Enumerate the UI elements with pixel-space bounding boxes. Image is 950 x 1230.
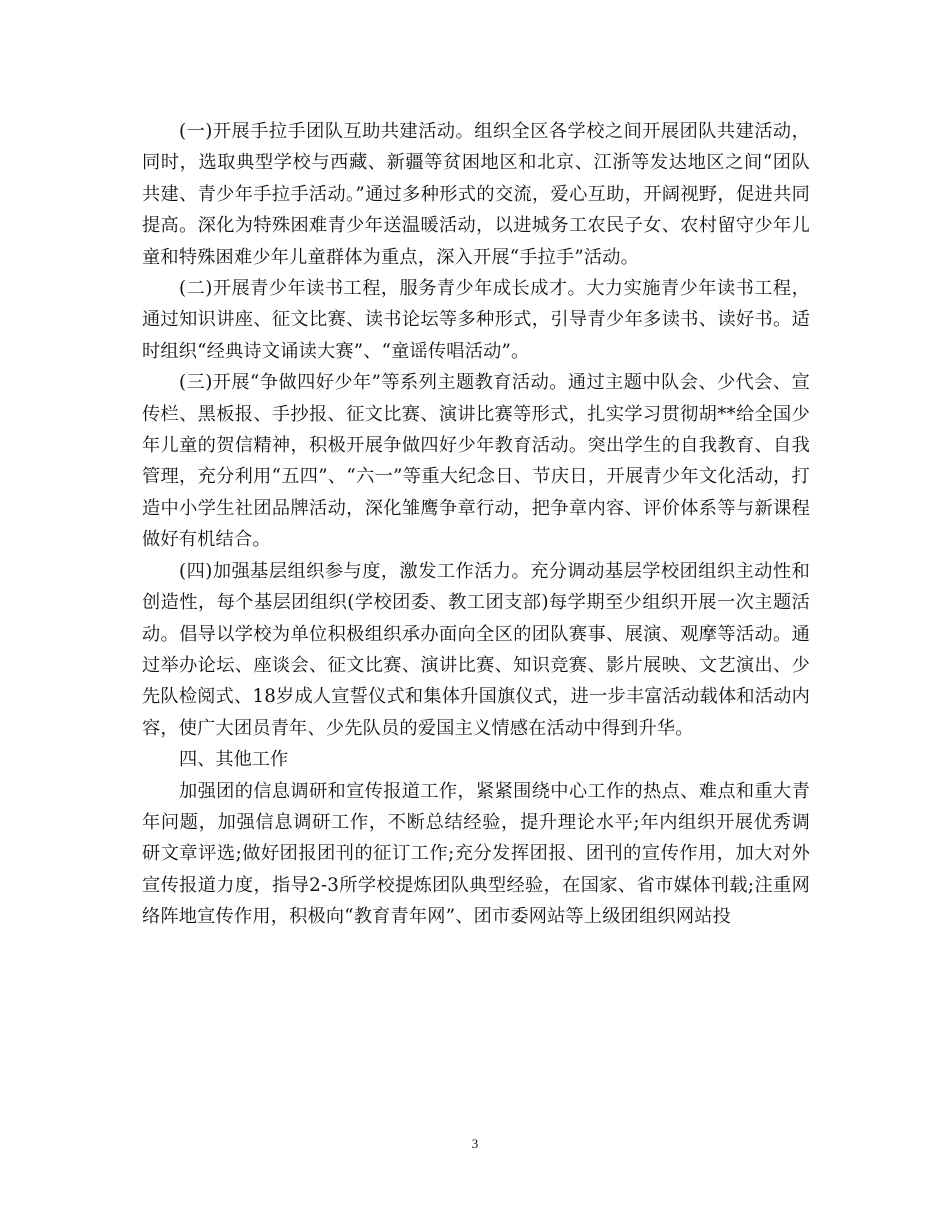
paragraph-5: 加强团的信息调研和宣传报道工作，紧紧围绕中心工作的热点、难点和重大青年问题，加强信息调研工作，不断总结经验，提升理论水平;年内组织开展优秀调研文章评选;做好团报团刊的征订工作;充分发挥团报、团刊的宣传作用，加大对外宣传报道力度，指导2-3所学校提炼团队典型经验，在国家、省市媒体刊载;注重网络阵地宣传作用，积极向“教育青年网”、团市委网站等上级团组织网站投 bbox=[142, 780, 810, 928]
body-text bbox=[142, 116, 810, 933]
page-number: 3 bbox=[471, 1136, 479, 1151]
paragraph-4: (四)加强基层组织参与度，激发工作活力。充分调动基层学校团组织主动性和创造性，每个基层团组织(学校团委、教工团支部)每学期至少组织开展一次主题活动。倡导以学校为单位积极组织承办面向全区的团队赛事、展演、观摩等活动。通过举办论坛、座谈会、征文比赛、演讲比赛、知识竞赛、影片展映、文艺演出、少先队检阅式、18岁成人宣誓仪式和集体升国旗仪式，进一步丰富活动载体和活动内容，使广大团员青年、少先队员的爱国主义情感在活动中得到升华。 bbox=[142, 560, 810, 739]
paragraph-3: (三)开展“争做四好少年”等系列主题教育活动。通过主题中队会、少代会、宣传栏、黑板报、手抄报、征文比赛、演讲比赛等形式，扎实学习贯彻胡**给全国少年儿童的贺信精神，积极开展争做四好少年教育活动。突出学生的自我教育、自我管理，充分利用“五四”、“六一”等重大纪念日、节庆日，开展青少年文化活动，打造中小学生社团品牌活动，深化雏鹰争章行动，把争章内容、评价体系等与新课程做好有机结合。 bbox=[142, 372, 810, 551]
section-heading: 四、其他工作 bbox=[179, 749, 289, 771]
paragraph-1: (一)开展手拉手团队互助共建活动。组织全区各学校之间开展团队共建活动，同时，选取典型学校与西藏、新疆等贫困地区和北京、江浙等发达地区之间“团队共建、青少年手拉手活动。”通过多种形式的交流，爱心互助，开阔视野，促进共同提高。深化为特殊困难青少年送温暖活动，以进城务工农民子女、农村留守少年儿童和特殊困难少年儿童群体为重点，深入开展“手拉手”活动。 bbox=[142, 121, 810, 268]
paragraph-2: (二)开展青少年读书工程，服务青少年成长成才。大力实施青少年读书工程，通过知识讲座、征文比赛、读书论坛等多种形式，引导青少年多读书、读好书。适时组织“经典诗文诵读大赛”、“童谣传唱活动”。 bbox=[142, 278, 810, 362]
